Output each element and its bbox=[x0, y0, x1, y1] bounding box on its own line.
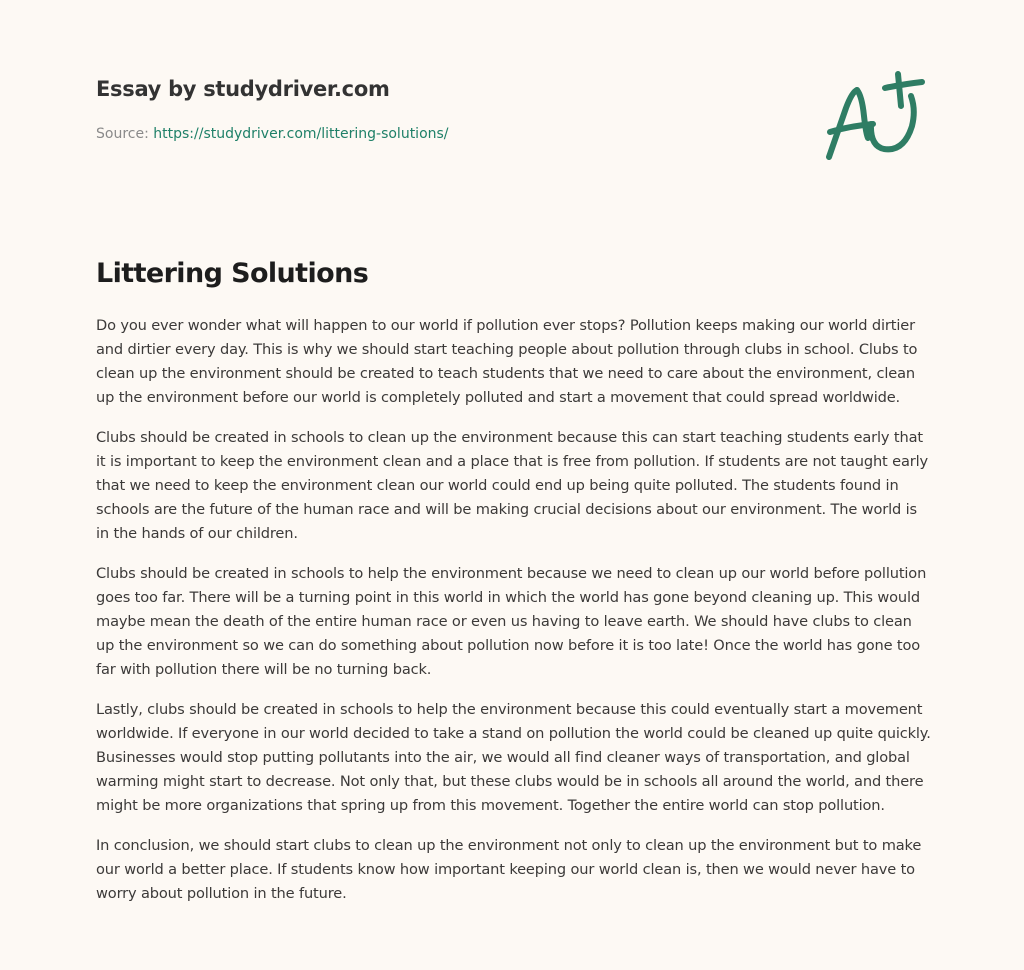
site-title: Essay by studydriver.com bbox=[96, 77, 390, 101]
essay-paragraph: Lastly, clubs should be created in schools to help the environment because this could eventually start a movement worldwide. If everyone in our world decided to take a stand on pollution the world could be cleaned up quite quickly. Businesses would stop putting pollutants into the air, we would all find cleaner ways of transportation, and global warming might start to decrease. Not only that, but these clubs would be in schools all around the world, and there might be more organizations that spring up from this movement. Together the entire world can stop pollution. bbox=[96, 701, 931, 814]
essay-body bbox=[96, 314, 932, 922]
essay-paragraph: Clubs should be created in schools to help the environment because we need to clean up our world before pollution goes too far. There will be a turning point in this world in which the world has gone beyond cleaning up. This would maybe mean the death of the entire human race or even us having to leave earth. We should have clubs to clean up the environment so we can do something about pollution now before it is too late! Once the world has gone too far with pollution there will be no turning back. bbox=[96, 565, 927, 678]
source-label: Source: bbox=[96, 126, 149, 142]
essay-paragraph: In conclusion, we should start clubs to clean up the environment not only to clean up the environment but to make our world a better place. If students know how important keeping our world clean is, then we would never have to worry about pollution in the future. bbox=[96, 837, 922, 902]
site-header bbox=[96, 74, 936, 142]
a-plus-grade-icon bbox=[818, 66, 938, 170]
essay-paragraph: Do you ever wonder what will happen to our world if pollution ever stops? Pollution keeps making our world dirtier and dirtier every day. This is why we should start teaching people about pollution through clubs in school. Clubs to clean up the environment should be created to teach students that we need to care about the environment, clean up the environment before our world is completely polluted and start a movement that could spread worldwide. bbox=[96, 317, 918, 406]
source-line bbox=[96, 124, 449, 144]
essay-paragraph: Clubs should be created in schools to clean up the environment because this can start teaching students early that it is important to keep the environment clean and a place that is free from pollution. If students are not taught early that we need to keep the environment clean our world could end up being quite polluted. The students found in schools are the future of the human race and will be making crucial decisions about our environment. The world is in the hands of our children. bbox=[96, 429, 928, 542]
essay-title: Littering Solutions bbox=[96, 258, 369, 289]
source-link[interactable]: https://studydriver.com/littering-solutions/ bbox=[153, 126, 449, 142]
